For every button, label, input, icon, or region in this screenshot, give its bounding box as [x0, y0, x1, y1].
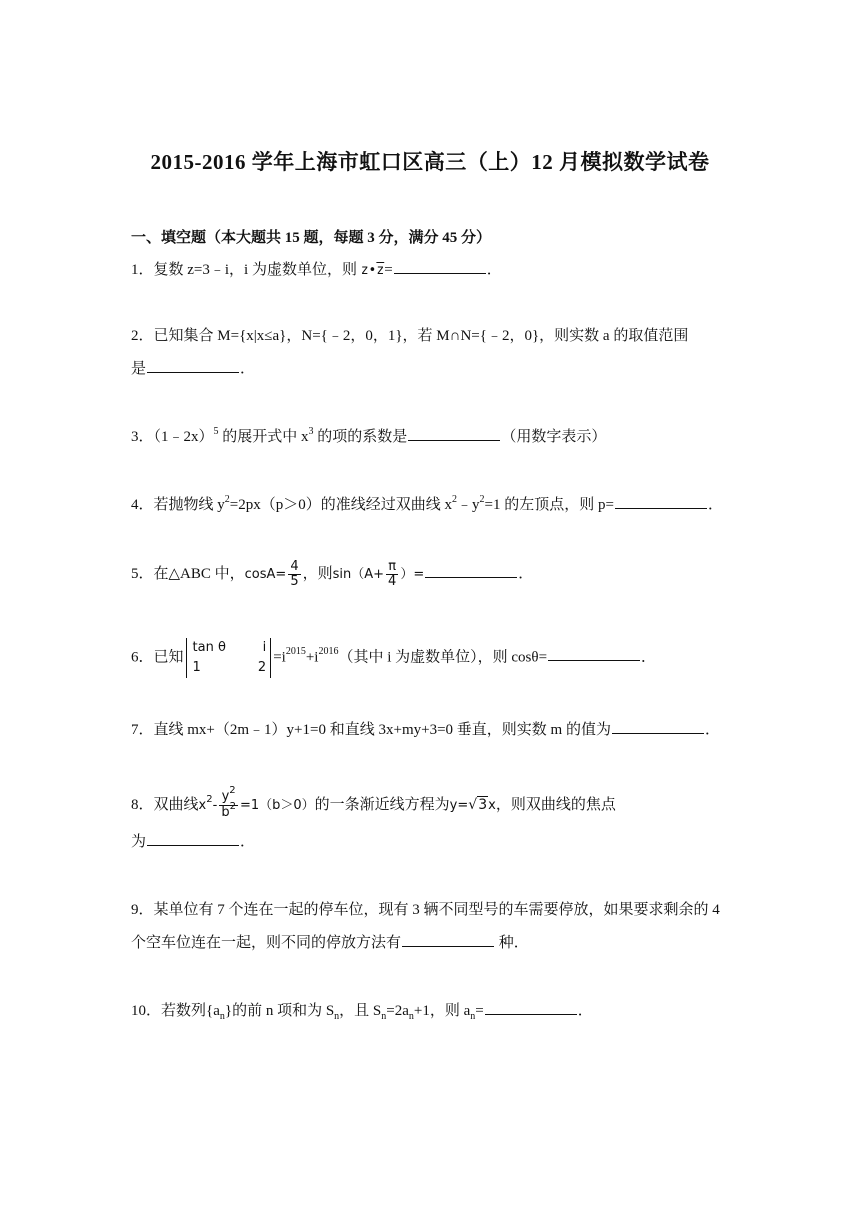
- exam-title: 2015-2016 学年上海市虹口区高三（上）12 月模拟数学试卷: [150, 150, 710, 174]
- question-number: 8．: [131, 797, 154, 813]
- answer-blank[interactable]: [615, 494, 707, 509]
- question-number: 3．: [131, 429, 154, 445]
- answer-blank[interactable]: [147, 831, 239, 846]
- question-2-line-2: 是 ．: [131, 358, 255, 380]
- answer-blank[interactable]: [394, 259, 486, 274]
- question-number: 2．: [131, 328, 154, 344]
- question-8-line-2: 为 ．: [131, 831, 255, 853]
- answer-blank[interactable]: [425, 563, 517, 578]
- question-2: [131, 325, 688, 347]
- question-number: 10．: [131, 1003, 162, 1019]
- hyperbola-equation: $x^2-$ $\frac{y^2}{b^2}$ =1（b＞0）: [198, 785, 315, 820]
- asymptote-equation: y=√3x: [449, 797, 496, 813]
- answer-blank[interactable]: [485, 1000, 577, 1015]
- fraction-pi-4: $\frac{\pi}{4}$: [388, 559, 397, 589]
- question-number: 1．: [131, 262, 154, 278]
- answer-blank[interactable]: [548, 646, 640, 661]
- answer-blank[interactable]: [612, 719, 704, 734]
- question-number: 9．: [131, 902, 154, 918]
- question-8: 8．双曲线$x^2-$ $\frac{y^2}{b^2}$ =1（b＞0）的一条渐近线方程为y=√3x，则双曲线的焦点: [131, 785, 616, 820]
- section-heading: 一、填空题（本大题共 15 题，每题 3 分，满分 45 分）: [131, 230, 492, 246]
- question-text: 已知集合 M={x|x≤a}，N={﹣2，0，1}，若 M∩N={﹣2，0}，则实数 a 的取值范围: [153, 328, 689, 344]
- question-7: 7．直线 mx+（2m﹣1）y+1=0 和直线 3x+my+3=0 垂直，则实数 m 的值为 ．: [131, 719, 720, 741]
- question-number: 5．: [131, 565, 154, 582]
- question-3: 3．（1﹣2x）$^5$ 的展开式中 $x^3$ 的项的系数是 （用数字表示）: [131, 426, 607, 445]
- fraction-4-5: $\frac{4}{5}$: [290, 559, 299, 589]
- question-number: 6．: [131, 649, 154, 666]
- answer-blank[interactable]: [408, 426, 500, 441]
- question-9-line-2: 个空车位连在一起，则不同的停放方法有 种．: [131, 932, 529, 954]
- question-9: 9．某单位有 7 个连在一起的停车位，现有 3 辆不同型号的车需要停放，如果要求剩余的 4: [131, 902, 720, 918]
- conjugate-product-expr: $z•\overline{z}$: [360, 263, 385, 278]
- answer-blank[interactable]: [402, 932, 494, 947]
- sqrt-icon: √3: [468, 797, 488, 813]
- question-5: 5．在△ABC 中，cosA= $\frac{4}{5}$ ，则sin（A+ $\frac{\pi}{4}$ ）= ．: [131, 559, 534, 589]
- question-4: 4．若抛物线 $y^2=2px(p>0)$的准线经过双曲线 $x^2﹣y^2=1$ 的左顶点，则 p= ．: [131, 494, 723, 513]
- question-6: 6．已知 tan θ i 1 2 $=i^{2015}+i^{2016}$（其中 i 为虚数单位），则 cosθ= ．: [131, 638, 656, 678]
- question-10: 10．若数列$\{a_n\}$的前 n 项和为 $S_n$，且 $S_n=2a_n+1$，则 $a_n=$ ．: [131, 1000, 593, 1024]
- determinant: tan θ i 1 2: [186, 638, 272, 678]
- question-text: 复数 z=3﹣i，i 为虚数单位，则: [153, 262, 357, 278]
- question-number: 7．: [131, 722, 154, 738]
- question-number: 4．: [131, 497, 154, 513]
- question-1: 1．复数 z=3﹣i，i 为虚数单位，则 $z•\overline{z}=$ ．: [131, 259, 502, 282]
- answer-blank[interactable]: [147, 358, 239, 373]
